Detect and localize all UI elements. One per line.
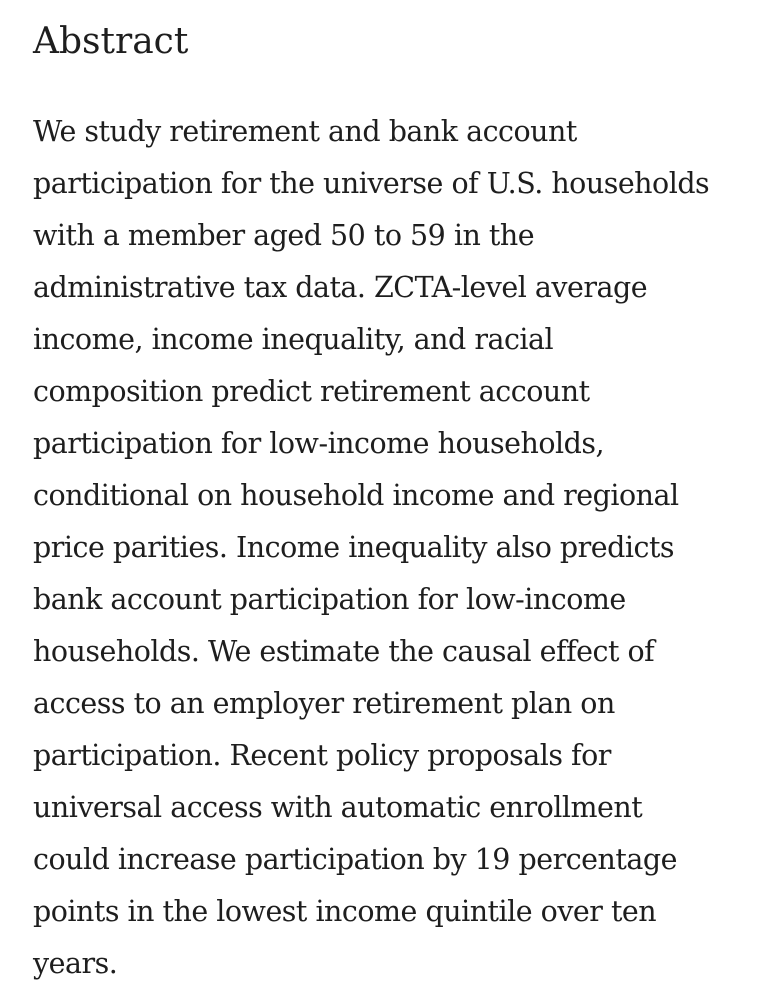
abstract-line: could increase participation by 19 percentage [33,843,677,876]
abstract-line: administrative tax data. ZCTA-level average [33,271,648,304]
abstract-line: participation. Recent policy proposals for [33,739,611,772]
abstract-line: participation for low-income households, [33,427,605,460]
abstract-line: We study retirement and bank account [33,115,577,148]
abstract-line: universal access with automatic enrollment [33,791,643,824]
abstract-heading: Abstract [33,21,189,62]
abstract-line: price parities. Income inequality also predicts [33,531,675,564]
abstract-line: with a member aged 50 to 59 in the [33,219,535,252]
abstract-line: income, income inequality, and racial [33,323,554,356]
abstract-line: years. [33,947,118,980]
abstract-line: composition predict retirement account [33,375,590,408]
abstract-line: bank account participation for low-income [33,583,626,616]
abstract-paragraph [33,106,733,990]
abstract-line: access to an employer retirement plan on [33,687,615,720]
abstract-line: points in the lowest income quintile over ten [33,895,657,928]
abstract-line: households. We estimate the causal effect of [33,635,655,668]
abstract-line: participation for the universe of U.S. households [33,167,710,200]
abstract-line: conditional on household income and regional [33,479,679,512]
